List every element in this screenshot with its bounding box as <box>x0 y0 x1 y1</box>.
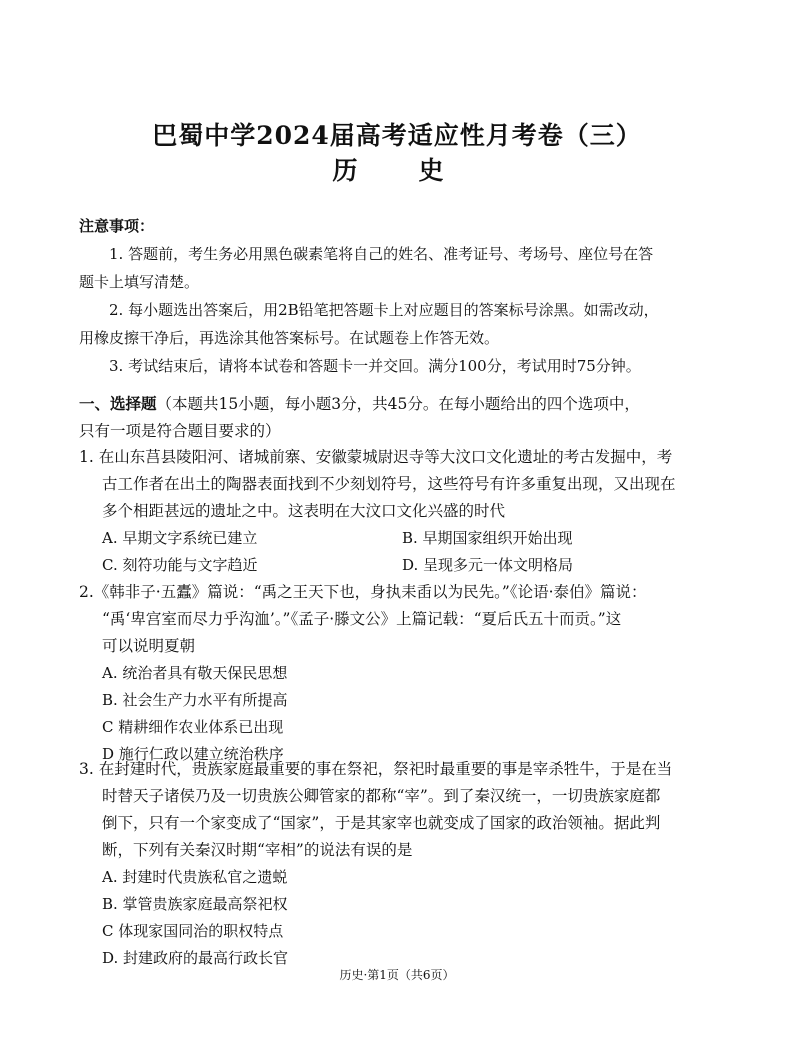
option-a[interactable]: A. 封建时代贵族私官之遗蜕 <box>102 868 288 886</box>
section-desc-cont: 只有一项是符合题目要求的） <box>79 422 281 440</box>
section-header <box>79 390 719 445</box>
notice-line: 用橡皮擦干净后，再选涂其他答案标号。在试题卷上作答无效。 <box>79 329 500 347</box>
question-stem-line: 古工作者在出土的陶器表面找到不少刻划符号，这些符号有许多重复出现，又出现在 <box>102 475 676 493</box>
question-stem-line: 1. 在山东莒县陵阳河、诸城前寨、安徽蒙城尉迟寺等大汶口文化遗址的考古发掘中，考 <box>79 448 673 466</box>
question-stem-line: 可以说明夏朝 <box>102 637 196 655</box>
notice-line: 3. 考试结束后，请将本试卷和答题卡一并交回。满分100分，考试用时75分钟。 <box>109 357 641 375</box>
exam-subject: 历 史 <box>332 156 462 185</box>
question-1 <box>79 444 719 579</box>
notice-line: 1. 答题前，考生务必用黑色碳素笔将自己的姓名、准考证号、考场号、座位号在答 <box>109 245 654 263</box>
option-c[interactable]: C 体现家国同治的职权特点 <box>102 922 284 940</box>
option-a[interactable]: A. 早期文字系统已建立 <box>102 529 258 547</box>
exam-title: 巴蜀中学2024届高考适应性月考卷（三） <box>152 121 642 150</box>
section-title: 一、选择题 <box>79 394 157 413</box>
question-3 <box>79 756 719 972</box>
section-line <box>79 390 719 418</box>
option-d[interactable]: D. 呈现多元一体文明格局 <box>402 556 574 574</box>
page-footer: 历史·第1页（共6页） <box>339 968 455 982</box>
option-c[interactable]: C 精耕细作农业体系已出现 <box>102 718 284 736</box>
question-stem-line: “禹‘卑宫室而尽力乎沟洫’。”《孟子·滕文公》上篇记载：“夏后氏五十而贡。”这 <box>102 610 622 628</box>
question-stem-line: 3. 在封建时代，贵族家庭最重要的事在祭祀，祭祀时最重要的事是宰杀牲牛，于是在当 <box>79 760 673 778</box>
options-grid <box>79 525 719 579</box>
option-c[interactable]: C. 刻符功能与文字趋近 <box>102 556 258 574</box>
notice-line: 2. 每小题选出答案后，用2B铅笔把答题卡上对应题目的答案标号涂黑。如需改动， <box>109 301 659 319</box>
section-desc: （本题共15小题，每小题3分，共45分。在每小题给出的四个选项中， <box>156 395 640 413</box>
options-list <box>79 864 719 972</box>
option-a[interactable]: A. 统治者具有敬天保民思想 <box>102 664 288 682</box>
question-2 <box>79 579 719 768</box>
notice-section <box>79 212 719 380</box>
option-b[interactable]: B. 早期国家组织开始出现 <box>402 529 573 547</box>
question-stem-line: 多个相距甚远的遗址之中。这表明在大汶口文化兴盛的时代 <box>102 502 506 520</box>
question-stem-line: 倒下，只有一个家变成了“国家”，于是其家宰也就变成了国家的政治领袖。据此判 <box>102 814 661 832</box>
question-stem-line: 断，下列有关秦汉时期“宰相”的说法有误的是 <box>102 841 413 859</box>
option-d[interactable]: D 施行仁政以建立统治秩序 <box>102 745 284 763</box>
option-b[interactable]: B. 掌管贵族家庭最高祭祀权 <box>102 895 288 913</box>
notice-line: 题卡上填写清楚。 <box>79 273 200 291</box>
notice-heading: 注意事项： <box>79 217 155 235</box>
options-list <box>79 660 719 768</box>
question-stem-line: 时替天子诸侯乃及一切贵族公卿管家的都称“宰”。到了秦汉统一，一切贵族家庭都 <box>102 787 661 805</box>
option-b[interactable]: B. 社会生产力水平有所提高 <box>102 691 288 709</box>
option-d[interactable]: D. 封建政府的最高行政长官 <box>102 949 289 967</box>
question-stem-line: 2.《韩非子·五蠹》篇说：“禹之王天下也，身执耒臿以为民先。”《论语·泰伯》篇说： <box>79 583 647 601</box>
